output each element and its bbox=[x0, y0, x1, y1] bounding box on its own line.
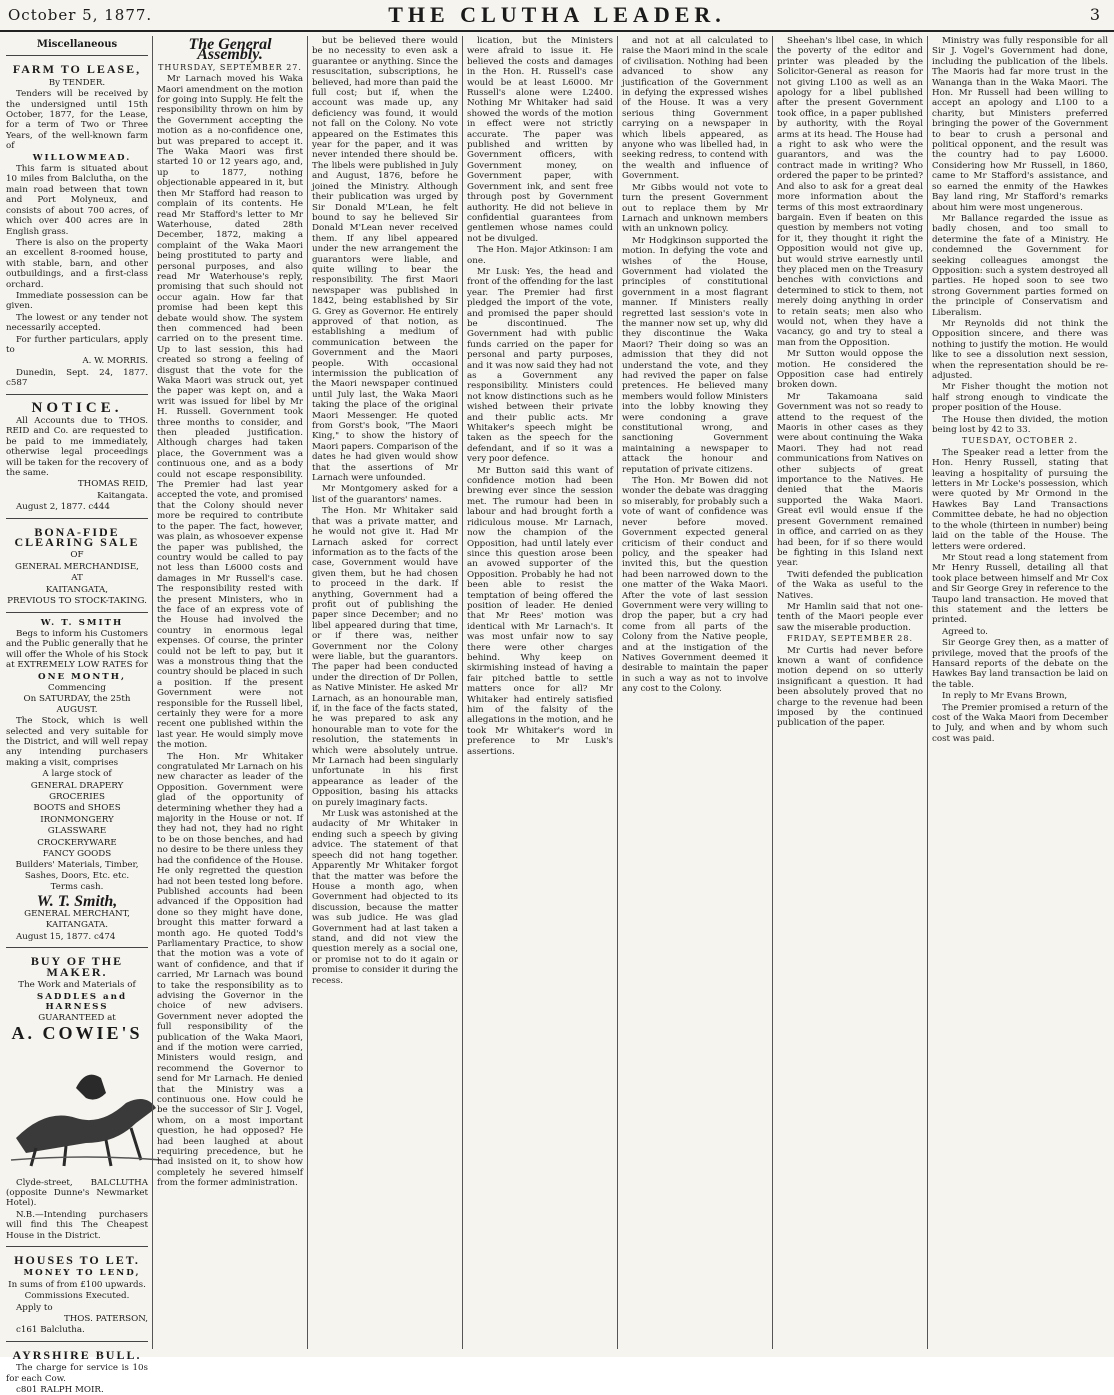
buy-ad-name: A. COWIE'S bbox=[11, 1022, 143, 1043]
article-paragraph: Mr Lusk was astonished at the audacity of Mr Whitaker in ending such a speech by giving advice. The statement of that speech did not hang together. Apparently Mr Whitaker forgot that the matter was before the House a month ago, when Government had objected to its discussion, because the matter was sub judice. He was glad Government had at last taken a stand, and did not view the question merely as a social one, or promise not to do it again or promise to consider it during the recess. bbox=[312, 809, 458, 986]
farm-name: WILLOWMEAD. bbox=[32, 152, 132, 163]
article-paragraph: The Speaker read a letter from the Hon. Henry Russell, stating that leaving a hospitality of pursuing the letters in Mr Locke's possession, which were quoted by Mr Ormond in the Hawkes Bay Land Transactions Committee debate, he had no objection to the whole (thirteen in number) being laid on the table of the House. The letters were ordered. bbox=[932, 447, 1108, 552]
article-paragraph: Mr Gibbs would not vote to turn the present Government out to replace them by Mr Larnach and unknown members with an unknown policy. bbox=[622, 182, 768, 235]
merchant-item: GLASSWARE bbox=[47, 826, 107, 837]
article-paragraph: The Premier promised a return of the cost of the Waka Maori from December to July, and when and by whom such cost was paid. bbox=[932, 702, 1108, 744]
article-date: THURSDAY, SEPTEMBER 27. bbox=[158, 62, 302, 72]
notice-signature: THOMAS REID, bbox=[77, 479, 148, 490]
clearing-sale-place: KAITANGATA, bbox=[45, 584, 109, 595]
article-paragraph: Mr Fisher thought the motion not half strong enough to vindicate the proper position of the House. bbox=[932, 382, 1108, 414]
article-paragraph: Mr Stout read a long statement from Mr Henry Russell, detailing all that took place between himself and Mr Cox and Sir George Grey in reference to the Taupo land transaction. He moved that this statement and the letters be printed. bbox=[932, 552, 1108, 626]
houses-ad-money: MONEY TO LEND, bbox=[23, 1268, 141, 1279]
article-paragraph: Mr Montgomery asked for a list of the guarantors' names. bbox=[312, 484, 458, 505]
farm-ad-text3: There is also on the property an excellent 8-roomed house, with stable, barn, and other outbuildings, and a first-class orchard. bbox=[6, 237, 148, 290]
article-paragraph: but be believed there would be no necessity to even ask a guarantee or anything. Since the resuscitation, subscriptions, he believed, had more than paid the full cost; but if, when the account was made up, any deficiency was found, it would not fall on the Colony. No vote appeared on the Estimates this year for the paper, and it was never intended there should be. The libels were published in July and August, 1876, before he joined the Ministry. Although their publication was urged by Sir Donald M'Lean, he felt bound to say he believed Sir Donald M'Lean never received them. If any libel appeared under the new arrangement the guarantors were liable, and quite willing to bear the responsibility. The first Maori newspaper was published in 1842, being established by Sir G. Grey as Governor. He entirely approved of that notion, as establishing a medium of communication between the Government and the Maori people. With occasional intermission the publication of the Maori newspaper continued until July last, the Waka Maori taking the place of the original Maori Messenger. He quoted from Gorst's book, "The Maori King," to show the history of Maori papers. Comparison of the dates he had given would show that the assertions of Mr Larnach were unfounded. bbox=[312, 36, 458, 484]
article-paragraph: Mr Hamlin said that not one-tenth of the Maori people ever saw the miserable production. bbox=[777, 601, 923, 633]
notice-place: Kaitangata. bbox=[97, 490, 148, 501]
section-title: Miscellaneous bbox=[36, 39, 118, 50]
clearing-sale-at: AT bbox=[71, 573, 83, 584]
farm-ad-subtitle: By TENDER. bbox=[48, 77, 106, 88]
column-assembly-3 bbox=[467, 36, 613, 1349]
article-paragraph: The Hon. Mr Whitaker said that was a private matter, and he would not give it. Had Mr Larnach asked for correct information as to the facts of the case, Government would have given them, but he had chosen to proceed in the dark. If anything, Government had a profit out of publishing the paper since December; and no libel appeared during that time, or if there was, neither Government nor the Colony were liable, but the guarantors. The paper had been conducted under the direction of Dr Pollen, as Native Minister. He asked Mr Larnach, as an honourable man, if, in the face of the facts stated, he was prepared to ask any honourable man to vote for the resolution, the statements in which were absolutely untrue. Mr Larnach had been singularly unfortunate in his first appearance as leader of the Opposition, basing his attacks on purely imaginary facts. bbox=[312, 506, 458, 808]
farm-ad-title: FARM TO LEASE, bbox=[12, 62, 142, 77]
article-paragraph: Mr Larnach moved his Waka Maori amendment on the motion for going into Supply. He felt the responsibility thrown on him by the Government accepting the motion as a no-confidence one, but was prepared to accept it. The Waka Maori was first started 10 or 12 years ago, and, up to 1877, nothing objectionable appeared in it, but then Mr Stafford had reason to complain of its contents. He read Mr Stafford's letter to Mr Waterhouse, dated 28th December, 1872, making a complaint of the Waka Maori being prostituted to party and personal purposes, and also read Mr Waterhouse's reply, promising that such should not occur again. How far that promise had been kept this debate would show. The system then commenced had been carried on to the present time. Up to last session, this had created so strong a feeling of disgust that the vote for the Waka Maori was struck out, yet the paper was kept on, and a writ was issued for libel by Mr H. Russell. Government took three months to consider, and then pleaded justification. Although charges had taken place, the Government was a continuous one, and as a body could not escape responsibility. The Premier had last year accepted the vote, and promised that the Colony should never more be required to contribute to the paper. The fact, however, was plain, as whosoever expense the paper was published, the country would be called to pay not less than L6000 costs and damages in Mr Russell's case. The responsibility rested with the present Ministers, who in the face of an express vote of the House had involved the country in enormous legal expenses. Of course, the printer could not be left to pay, but it was a monstrous thing that the country should be placed in such a position. If the present Government were not responsible for the Russell libel, certainly they were for a more recent one published within the last year. He would simply move the motion. bbox=[157, 74, 303, 751]
merchant-builders: Builders' Materials, Timber, Sashes, Doors, Etc. etc. bbox=[15, 860, 139, 881]
houses-ad-sums: In sums of from £100 upwards. bbox=[8, 1279, 146, 1290]
article-paragraph: Mr Sutton would oppose the motion. He considered the Opposition case had entirely broken down. bbox=[777, 349, 923, 391]
article-title: The General Assembly. bbox=[188, 36, 272, 64]
merchant-signature: W. T. Smith, bbox=[36, 892, 118, 910]
merchant-list-intro: A large stock of bbox=[42, 769, 112, 780]
column-assembly-4 bbox=[622, 36, 768, 1349]
clearing-sale-of: OF bbox=[70, 550, 84, 561]
article-paragraph: Mr Button said this want of confidence motion had been brewing ever since the session met. The rumour had been in labour and had brought forth a ridiculous mouse. Mr Larnach, now the champion of the Opposition, had until lately ever since this question arose been an avowed supporter of the Opposition. Probably he had not been able to resist the temptation of being offered the position of leader. He denied that Mr Rees' motion was identical with Mr Larnach's. It was most unfair now to say there were other charges behind. Why keep on skirmishing instead of having a fair pitched battle to settle matters once for all? Mr Whitaker had entirely satisfied him of the falsity of the allegations in the motion, and he took Mr Whitaker's word in preference to Mr Lusk's assertions. bbox=[467, 465, 613, 757]
column-assembly-2 bbox=[312, 36, 458, 1349]
merchant-item: FANCY GOODS bbox=[42, 849, 112, 860]
houses-ad-commissions: Commissions Executed. bbox=[24, 1291, 130, 1302]
farm-ad-text6: For further particulars, apply to bbox=[6, 334, 148, 355]
article-paragraph: The House then divided, the motion being lost by 42 to 33. bbox=[932, 414, 1108, 436]
article-paragraph: Mr Reynolds did not think the Opposition sincere, and there was nothing to justify the motion. He would like to see a dissolution next session, when the representation should be re-adjusted. bbox=[932, 318, 1108, 381]
page-number: 3 bbox=[1089, 5, 1100, 24]
farm-ad-text4: Immediate possession can be given. bbox=[6, 290, 148, 312]
merchant-text2: The Stock, which is well selected and very suitable for the District, and will well repay any intending purchasers making a visit, comprises bbox=[6, 716, 148, 768]
merchant-datecode: August 15, 1877. c474 bbox=[16, 931, 116, 942]
merchant-date: On SATURDAY, the 25th AUGUST. bbox=[23, 694, 131, 715]
farm-ad-text5: The lowest or any tender not necessarily accepted. bbox=[6, 312, 148, 334]
article-paragraph: Mr Ballance regarded the issue as badly chosen, and too small to determine the fate of a Ministry. He condemned the Government for seeking colleagues amongst the Opposition: such a system destroyed all parties. He hoped soon to see two strong Government parties formed on the principle of Conservatism and Liberalism. bbox=[932, 213, 1108, 318]
notice-text: All Accounts due to THOS. REID and Co. are requested to be paid to me immediately, otherwise legal proceedings will be taken for the recovery of the same. bbox=[6, 416, 148, 479]
article-paragraph: lication, but the Ministers were afraid to issue it. He believed the costs and damages in the Hon. H. Russell's case would be at least L6000. Mr Russell's alone were L2400. Nothing Mr Whitaker had said showed the words of the motion in effect were not strictly accurate. The paper was published and written by Government officers, with Government money, on Government paper, with Government ink, and sent free through post by Government authority. He did not believe in confidential guarantees from gentlemen whose names could not be divulged. bbox=[467, 36, 613, 244]
article-paragraph: Sheehan's libel case, in which the poverty of the editor and printer was pleaded by the Solicitor-General as reason for not giving L100 as well as an apology for a libel published after the present Government took office, in a paper published by authority, with the Royal arms at its head. The House had a right to ask who were the guarantors, and was the contract made in writing? Who ordered the paper to be printed? And also to ask for a great deal more information about the terms of this most extraordinary bargain. Even if beaten on this question by members not voting for it, they thought it right the Opposition would not give up, but would strive earnestly until they placed men on the Treasury benches with convictions and determined to stick to them, not merely doing anything in order to retain seats; men also who would not, when they have a vacancy, go and try to steal a man from the Opposition. bbox=[777, 36, 923, 348]
merchant-signature3: KAITANGATA. bbox=[45, 920, 109, 931]
article-paragraph: In reply to Mr Evans Brown, bbox=[942, 691, 1068, 702]
merchant-terms: Terms cash. bbox=[50, 882, 104, 893]
article-paragraph: Sir George Grey then, as a matter of privilege, moved that the proofs of the Hansard reports of the debate on the Hawkes Bay land transaction be laid on the table. bbox=[932, 638, 1108, 690]
merchant-item: BOOTS and SHOES bbox=[33, 803, 121, 814]
notice-date: August 2, 1877. c444 bbox=[16, 502, 110, 513]
article-paragraph: Mr Takamoana said Government was not so ready to attend to the request of the Maoris in other cases as they were about continuing the Waka Maori. They had not read communications from Natives on other subjects of great importance to the Natives. He denied that the Maoris supported the Waka Maori. Great evil would ensue if the present Government remained in office, and carried on as they had been, for if so there would be fighting in this Island next year. bbox=[777, 391, 923, 569]
buy-ad-title: BUY OF THE MAKER. bbox=[30, 954, 124, 979]
friday-date-heading: FRIDAY, SEPTEMBER 28. bbox=[786, 634, 913, 644]
article-paragraph: Mr Lusk: Yes, the head and front of the offending for the last year. The Premier had first pledged the import of the vote, and promised the paper should be discontinued. The Government had with public funds carried on the paper for personal and party purposes, and it was now said they had not as a Government any responsibility. Ministers could not know distinctions such as he wished between their private and their public acts. Mr Whitaker's speech might be taken as the speech for the defendant, and if so it was a very poor defence. bbox=[467, 266, 613, 465]
houses-ad-title: HOUSES TO LET. bbox=[14, 1252, 140, 1267]
column-assembly-1 bbox=[157, 36, 303, 1349]
buy-ad-text3: GUARANTEED at bbox=[38, 1013, 116, 1024]
newspaper-title: THE CLUTHA LEADER. bbox=[388, 2, 726, 27]
bull-ad-title: AYRSHIRE BULL. bbox=[12, 1347, 142, 1362]
column-advertisements bbox=[6, 36, 148, 1395]
buy-ad-text2: SADDLES and HARNESS bbox=[36, 991, 128, 1012]
merchant-name: W. T. SMITH bbox=[40, 617, 124, 628]
buy-ad-text: The Work and Materials of bbox=[18, 980, 136, 991]
bull-ad-text: The charge for service is 10s for each Cow. bbox=[6, 1363, 148, 1384]
article-paragraph: The Hon. Major Atkinson: I am one. bbox=[467, 245, 613, 266]
farm-ad-date: Dunedin, Sept. 24, 1877. c587 bbox=[6, 367, 148, 389]
article-paragraph: Ministry was fully responsible for all Sir J. Vogel's Government had done, including the publication of the libels. The Maoris had far more trust in the Wananga than in the Waka Maori. The Hon. Mr Russell had been willing to accept an apology and L100 to a charity, but Ministers preferred bringing the power of the Government to bear to crush a personal and political opponent, and the result was the country had to pay L6000. Considering how Mr Russell, in 1860, came to Mr Stafford's assistance, and so earned the enmity of the Hawkes Bay land ring, Mr Stafford's remarks about him were most ungenerous. bbox=[932, 36, 1108, 213]
article-paragraph: The Hon. Mr Bowen did not wonder the debate was dragging so miserably, for probably such a vote of want of confidence was never before moved. Government expected general criticism of their conduct and policy, and the speaker had invited this, but the question had been narrowed down to the one matter of the Waka Maori. After the vote of last session Government were very willing to drop the paper, but a cry had come from all parts of the Colony from the Native people, and at the instigation of the Natives Government deemed it desirable to maintain the paper in such a way as not to involve any cost to the Colony. bbox=[622, 476, 768, 695]
notice-title: NOTICE. bbox=[31, 399, 123, 416]
merchant-text: Begs to inform his Customers and the Public generally that he will offer the Whole of his Stock at EXTREMELY LOW RATES for bbox=[6, 628, 148, 671]
column-assembly-6 bbox=[932, 36, 1108, 1349]
buy-ad-nb: N.B.—Intending purchasers will find this The Cheapest House in the District. bbox=[6, 1209, 148, 1241]
houses-ad-name: THOS. PATERSON, bbox=[63, 1314, 148, 1324]
merchant-item: CROCKERYWARE bbox=[37, 837, 117, 848]
article-paragraph: Twiti defended the publication of the Waka as useful to the Natives. bbox=[777, 569, 923, 601]
merchant-month: ONE MONTH, bbox=[38, 671, 126, 682]
article-paragraph: The Hon. Mr Whitaker congratulated Mr Larnach on his new character as leader of the Opposition. Government were glad of the opportunity of determining whether they had a majority in the House or not. If they had not, they had no right to be on those benches, and had no desire to be there unless they had the confidence of the House. He only regretted the question had not been tested long before. Published accounts had been advanced if the Opposition had done so they might have done, brought this matter forward a month ago. He quoted Todd's Parliamentary Practice, to show that the motion was a vote of want of confidence, and that if carried, Mr Larnach was bound to take the responsibility as to advising the Governor in the choice of new advisers. Government never adopted the full responsibility of the publication of the Waka Maori, and if the motion were carried, Ministers would resign, and recommend the Governor to send for Mr Larnach. He denied that the Ministry was a continuous one. How could he be the successor of Sir J. Vogel, whom, on a most important question, he had opposed? He had been laughed at about requiring precedence, but he had insisted on it, to show how completely he severed himself from the former administration. bbox=[157, 751, 303, 1189]
issue-date: October 5, 1877. bbox=[8, 6, 153, 24]
article-paragraph: Agreed to. bbox=[942, 626, 988, 637]
article-paragraph: Mr Curtis had never before known a want of confidence motion depend on so utterly insignificant a question. It had been absolutely proved that no charge to the revenue had been imposed by the continued publication of the paper. bbox=[777, 645, 923, 729]
merchant-item: GENERAL DRAPERY bbox=[30, 780, 124, 791]
merchant-item: IRONMONGERY bbox=[40, 814, 114, 825]
farm-ad-text2: This farm is situated about 10 miles from Balclutha, on the main road between that town and Port Molyneux, and consists of about 700 acres, of which over 400 acres are in English grass. bbox=[6, 164, 148, 237]
houses-ad-apply: Apply to bbox=[16, 1302, 53, 1313]
merchant-item: GROCERIES bbox=[49, 792, 105, 802]
masthead bbox=[0, 0, 1114, 32]
houses-ad-code: c161 Balclutha. bbox=[16, 1325, 85, 1336]
article-paragraph: and not at all calculated to raise the Maori mind in the scale of civilisation. Nothing had been advanced to show any justification of the Government in defying the expressed wishes of the House. It was a very serious thing Government carrying on a newspaper in which libels appeared, as anyone who was libelled had, in seeking redress, to contend with the wealth and influence of Government. bbox=[622, 36, 768, 182]
farm-ad-text: Tenders will be received by the undersigned until 15th October, 1877, for the Lease, for a term of Two or Three Years, of the well-known farm of bbox=[6, 89, 148, 152]
farm-ad-signature: A. W. MORRIS. bbox=[82, 356, 148, 367]
bull-ad-code: c801 RALPH MOIR. bbox=[16, 1385, 104, 1395]
buy-ad-address: Clyde-street, BALCLUTHA (opposite Dunne's Newmarket Hotel). bbox=[6, 1177, 148, 1209]
article-paragraph: Mr Hodgkinson supported the motion. In defying the vote and wishes of the House, Government had violated the principles of constitutional government in a most flagrant manner. If Ministers really regretted last session's vote in the manner now set up, why did they discontinue the Waka Maori? Their doing so was an admission that they did not understand the vote, and they had revived the paper on false pretences. He believed many members would follow Ministers into the lobby knowing they were condoning a grave constitutional wrong, and sanctioning Government maintaining a newspaper to attack the honour and reputation of private citizens. bbox=[622, 235, 768, 475]
clearing-sale-title: BONA-FIDE CLEARING SALE bbox=[14, 524, 140, 550]
merchant-signature2: GENERAL MERCHANT, bbox=[24, 909, 130, 920]
clearing-sale-prev: PREVIOUS TO STOCK-TAKING. bbox=[7, 596, 147, 607]
merchant-commencing: Commencing bbox=[48, 682, 106, 693]
clearing-sale-goods: GENERAL MERCHANDISE, bbox=[15, 561, 139, 572]
horse-rider-illustration bbox=[6, 1048, 166, 1168]
column-assembly-5 bbox=[777, 36, 923, 1349]
tuesday-date-heading: TUESDAY, OCTOBER 2. bbox=[961, 436, 1079, 446]
